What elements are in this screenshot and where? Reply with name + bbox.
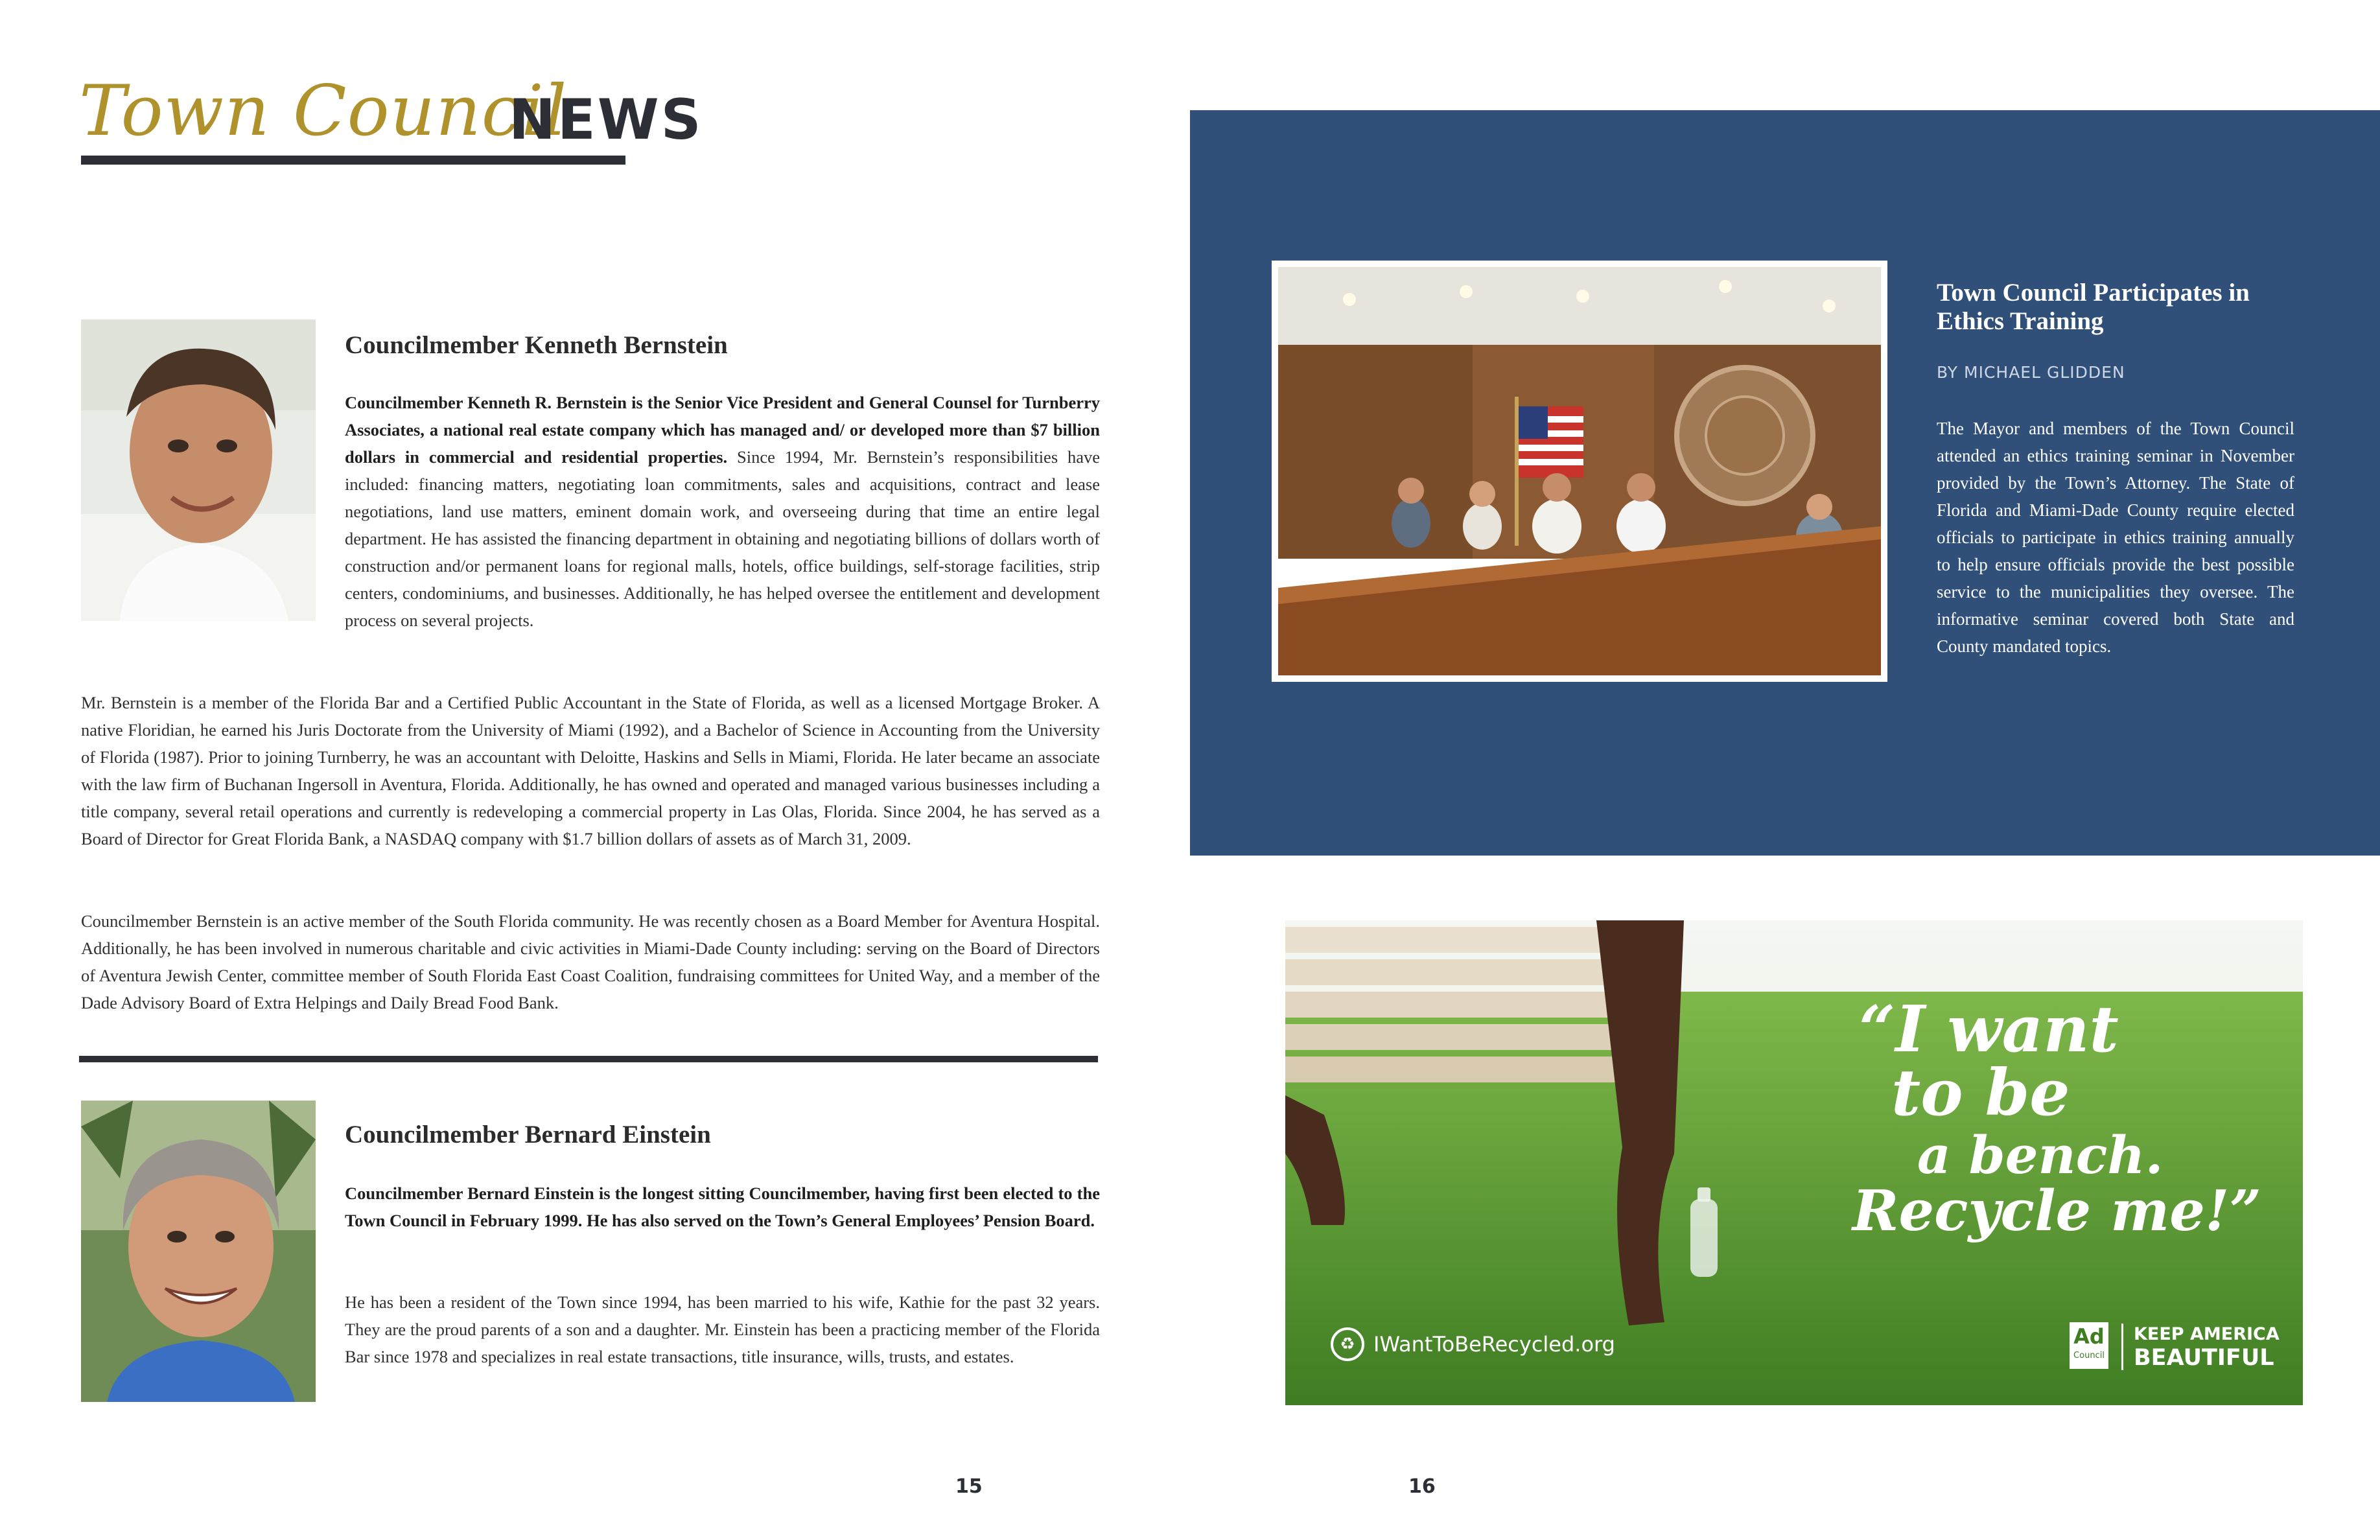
einstein-lead-paragraph: Councilmember Bernard Einstein is the longest sitting Councilmember, having first been elected to the Town Council in February 1999. He has also served on the Town’s General Employees’ Pension Board. <box>345 1184 1100 1230</box>
keep-america-beautiful-logo <box>2121 1324 2280 1370</box>
recycle-icon: ♻ <box>1331 1327 1364 1361</box>
ad-council-logo <box>2070 1322 2108 1369</box>
bernstein-lead-bold: Councilmember Kenneth R. Bernstein is the Senior Vice President and General Counsel for Turnberry Associates, a national real estate company which has managed and/ or developed more than $7 billion dollars in commercial and residential properties. <box>345 393 1100 467</box>
ad-website-url: IWantToBeRecycled.org <box>1373 1332 1615 1357</box>
einstein-heading: Councilmember Bernard Einstein <box>345 1121 711 1149</box>
kab-line-1: KEEP AMERICA <box>2134 1324 2280 1344</box>
bernstein-heading: Councilmember Kenneth Bernstein <box>345 331 728 359</box>
section-title-news: NEWS <box>509 88 703 152</box>
ad-slogan-line-4: Recycle me!” <box>1852 1178 2262 1244</box>
council-photo-frame <box>1272 261 1887 682</box>
ad-website <box>1331 1327 1615 1361</box>
page-number-left: 15 <box>955 1475 983 1498</box>
bernstein-paragraph-3: Councilmember Bernstein is an active member of the South Florida community. He was recently chosen as a Board Member for Aventura Hospital. Additionally, he has been involved in numerous charitable and civic activities in Miami-Dade County including: serving on the Board of Directors of Aventura Jewish Center, committee member of South Florida East Coast Coalition, fundraising committees for United Way, and a member of the Dade Advisory Board of Extra Helpings and Daily Bread Food Bank. <box>81 911 1100 1012</box>
bernstein-portrait <box>81 320 316 621</box>
ad-slogan-line-1: “I want <box>1859 992 2119 1067</box>
section-divider <box>79 1056 1098 1062</box>
page-number-right: 16 <box>1408 1475 1436 1498</box>
bernstein-paragraph-2: Mr. Bernstein is a member of the Florida Bar and a Certified Public Accountant in the State of Florida, as well as a licensed Mortgage Broker. A native Floridian, he earned his Juris Doctorate from the University of Miami (1992), and a Bachelor of Science in Accounting from the University of Florida (1987). Prior to joining Turnberry, he was an accountant with Deloitte, Haskins and Sells in Miami, Florida. He later became an associate with the law firm of Buchanan Ingersoll in Aventura, Florida. Additionally, he has owned and operated and managed various businesses including a title company, several retail operations and currently is redeveloping a commercial property in Las Olas, Florida. Since 2004, he has served as a Board of Director for Great Florida Bank, a NASDAQ company with $1.7 billion dollars of assets as of March 31, 2009. <box>81 693 1100 848</box>
ad-council-logo-top: Ad <box>2073 1324 2105 1349</box>
kab-line-2: BEAUTIFUL <box>2134 1345 2274 1371</box>
council-meeting-photo <box>1272 261 1887 682</box>
ad-slogan <box>1852 992 2262 1244</box>
section-title-script: Town Council <box>79 71 568 152</box>
einstein-paragraph-2: He has been a resident of the Town since 1994, has been married to his wife, Kathie for the past 32 years. They are the proud parents of a son and a daughter. Mr. Einstein has been a practicing member of the Florida Bar since 1978 and specializes in real estate transactions, title insurance, wills, trusts, and estates. <box>345 1292 1100 1366</box>
recycle-ad <box>1285 920 2303 1405</box>
bernstein-lead-text: Since 1994, Mr. Bernstein’s responsibilities have included: financing matters, negotiating loan commitments, sales and acquisitions, contract and lease negotiations, land use matters, eminent domain work, and overseeing during that time an entire legal department. He has assisted the financing department in obtaining and negotiating billions of dollars worth of construction and/or permanent loans for regional malls, hotels, office buildings, self-storage facilities, strip centers, condominiums, and businesses. Additionally, he has helped oversee the entitlement and development process on several projects. <box>345 447 1100 630</box>
ad-slogan-line-3: a bench. <box>1917 1125 2164 1185</box>
ethics-article-title: Town Council Participates in Ethics Training <box>1937 279 2250 335</box>
bernstein-lead-paragraph <box>345 389 1100 634</box>
einstein-portrait <box>81 1101 316 1402</box>
ad-slogan-line-2: to be <box>1891 1056 2070 1130</box>
header-underline <box>81 156 625 165</box>
ethics-article-body: The Mayor and members of the Town Council attended an ethics training seminar in November provided by the Town’s Attorney. The State of Florida and Miami-Dade County require elected officials to participate in ethics training annually to help ensure officials provide the best possible service to the municipalities they oversee. The informative seminar covered both State and County mandated topics. <box>1937 419 2294 656</box>
ad-council-logo-bottom: Council <box>2073 1351 2105 1360</box>
ethics-byline: BY MICHAEL GLIDDEN <box>1937 363 2125 382</box>
